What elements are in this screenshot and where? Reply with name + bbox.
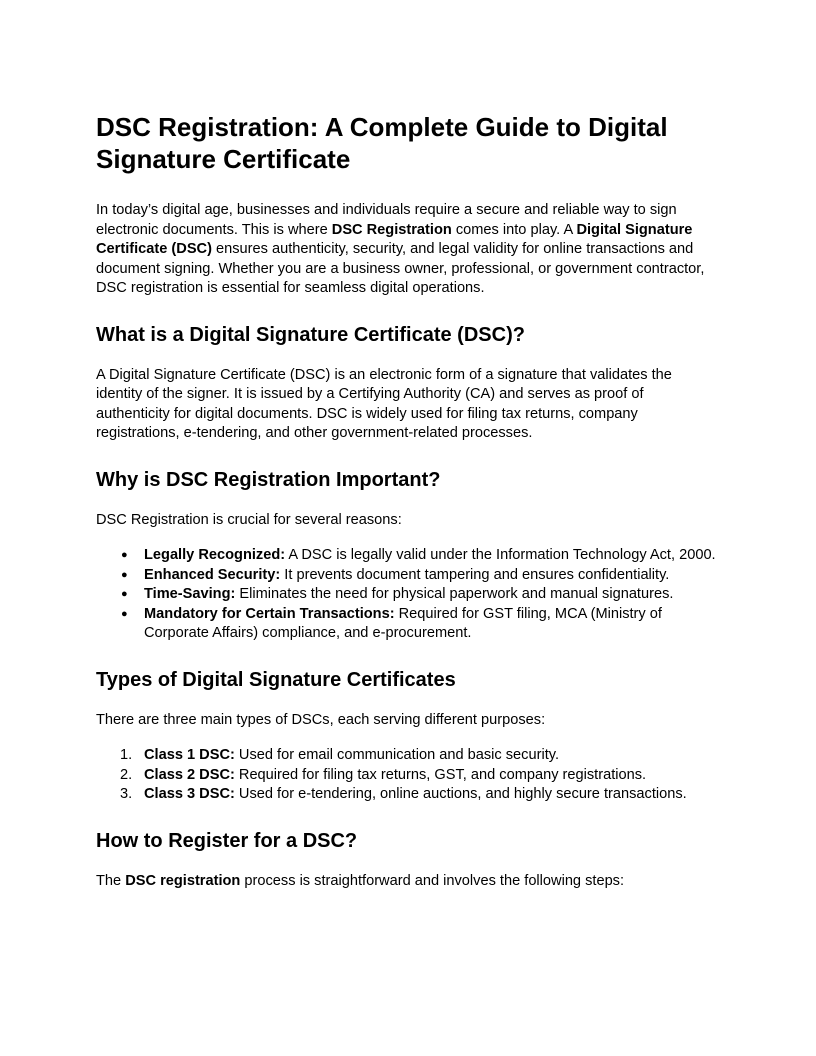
list-item-label: Class 2 DSC: bbox=[144, 766, 235, 783]
how-to-register-paragraph bbox=[96, 872, 720, 892]
bullet-icon: ● bbox=[121, 607, 128, 620]
why-lead-paragraph: DSC Registration is crucial for several reasons: bbox=[96, 511, 402, 528]
intro-bold-1: DSC Registration bbox=[331, 221, 452, 238]
document-title: DSC Registration: A Complete Guide to Digital Signature Certificate bbox=[96, 112, 668, 174]
how-text-2: process is straightforward and involves the following steps: bbox=[240, 872, 625, 889]
intro-text-2: comes into play. A bbox=[451, 221, 577, 238]
intro-paragraph bbox=[96, 201, 720, 299]
list-item-text: It prevents document tampering and ensures confidentiality. bbox=[280, 566, 670, 583]
bullet-icon: ● bbox=[121, 568, 128, 581]
heading-how-to-register: How to Register for a DSC? bbox=[96, 829, 358, 852]
list-number: 1. bbox=[120, 747, 133, 763]
list-item bbox=[121, 605, 720, 644]
what-is-dsc-paragraph: A Digital Signature Certificate (DSC) is an electronic form of a signature that validates the identity of the signer. It is issued by a Certifying Authority (CA) and serves as proof of authenticity for digital documents. DSC is widely used for filing tax returns, company registrations, e-tendering, and other government-related processes. bbox=[96, 366, 672, 441]
list-item bbox=[120, 766, 720, 786]
list-item-label: Enhanced Security: bbox=[144, 566, 281, 583]
list-item bbox=[121, 585, 720, 605]
why-bullet-list bbox=[96, 546, 720, 644]
list-item bbox=[121, 566, 720, 586]
list-item-label: Mandatory for Certain Transactions: bbox=[144, 605, 395, 622]
list-item-text: Used for email communication and basic security. bbox=[234, 747, 560, 763]
list-number: 2. bbox=[120, 766, 133, 783]
bullet-icon: ● bbox=[121, 588, 128, 600]
how-text-1: The bbox=[96, 872, 126, 889]
list-item-text: Eliminates the need for physical paperwork and manual signatures. bbox=[235, 586, 674, 602]
heading-why-important: Why is DSC Registration Important? bbox=[96, 468, 441, 491]
list-item-text: Required for filing tax returns, GST, and company registrations. bbox=[234, 766, 647, 783]
intro-text-1: In today’s digital age, businesses and individuals require a secure and reliable way to sign electronic documents. This is where bbox=[96, 202, 677, 238]
list-item-label: Class 3 DSC: bbox=[144, 786, 235, 802]
list-item-text: A DSC is legally valid under the Information Technology Act, 2000. bbox=[285, 547, 716, 563]
document-page bbox=[96, 111, 720, 915]
list-item-text: Used for e-tendering, online auctions, and highly secure transactions. bbox=[234, 786, 687, 802]
heading-what-is-dsc: What is a Digital Signature Certificate (DSC)? bbox=[96, 323, 525, 346]
list-number: 3. bbox=[120, 786, 133, 802]
how-bold-1: DSC registration bbox=[125, 872, 241, 889]
heading-types: Types of Digital Signature Certificates bbox=[96, 668, 456, 691]
list-item bbox=[120, 785, 720, 805]
list-item-text: Required for GST filing, MCA (Ministry of Corporate Affairs) compliance, and e-procurement. bbox=[144, 605, 662, 641]
bullet-icon: ● bbox=[121, 549, 128, 561]
list-item-label: Legally Recognized: bbox=[144, 547, 286, 563]
intro-text-3: ensures authenticity, security, and legal validity for online transactions and document signing. Whether you are a business owner, professional, or government contractor, DSC registration is essential for seamless digital operations. bbox=[96, 241, 705, 296]
list-item-label: Class 1 DSC: bbox=[144, 747, 235, 763]
intro-bold-2: Digital Signature Certificate (DSC) bbox=[96, 221, 693, 257]
list-item-label: Time-Saving: bbox=[144, 586, 236, 602]
types-lead-paragraph: There are three main types of DSCs, each serving different purposes: bbox=[96, 711, 546, 728]
list-item bbox=[121, 546, 720, 566]
types-numbered-list bbox=[96, 746, 720, 805]
list-item bbox=[120, 746, 720, 766]
